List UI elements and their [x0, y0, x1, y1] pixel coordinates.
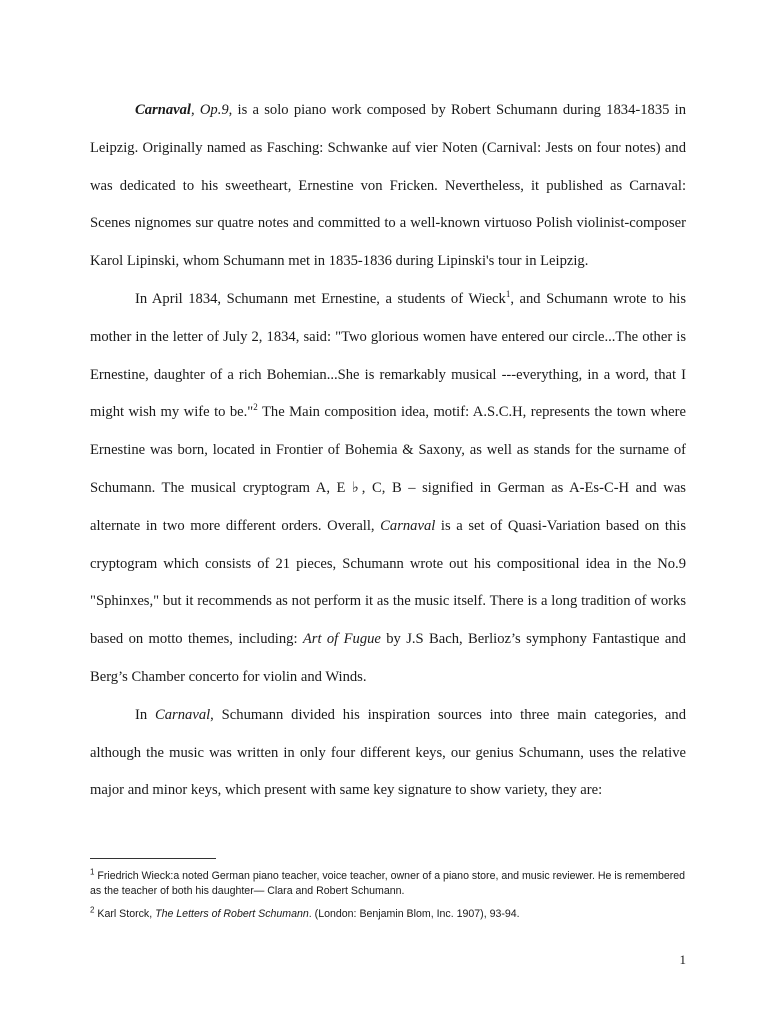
text-run: Art of Fugue [302, 631, 381, 648]
text-run: Friedrich Wieck:a noted German piano teacher, voice teacher, owner of a piano store, and music reviewer. He is remembered as the teacher of both his daughter— Clara and Robert Schumann. [90, 870, 686, 897]
text-run: The Main composition idea, motif: A.S.C.H, represents the town where Ernestine was born, located in Frontier of Bohemia & Saxony, as well as stands for the surname of Schumann. The musical cryptogram A, E ♭, C, B – signified in German as A-Es-C-H and was alternate in two more different orders. Overall, [90, 404, 686, 534]
footnote-marker: 2 [90, 905, 95, 915]
text-run: In [135, 706, 156, 723]
text-run: Carnaval [135, 102, 191, 118]
text-run: Op.9 [199, 102, 229, 118]
text-run: Carnaval [380, 517, 436, 534]
footnote-marker: 2 [253, 402, 258, 413]
text-run: , Schumann divided his inspiration sources into three main categories, and although the music was written in only four different keys, our genius Schumann, uses the relative major and minor keys, which present with same key signature to show variety, they are: [90, 706, 686, 799]
text-run: , [190, 102, 200, 118]
paragraph [90, 697, 686, 810]
footnote-separator [90, 858, 216, 859]
text-run: The Letters of Robert Schumann [155, 908, 309, 920]
footnotes [90, 869, 686, 930]
page-number: 1 [679, 952, 686, 967]
text-run: In April 1834, Schumann met Ernestine, a students of Wieck [135, 290, 506, 307]
text-run: Karl Storck, [94, 908, 156, 920]
text-run: , is a solo piano work composed by Robert Schumann during 1834-1835 in Leipzig. Originally named as Fasching: Schwanke auf vier Noten (Carnival: Jests on four notes) and was dedicated to his sweetheart, Ernestine von Fricken. Nevertheless, it published as Carnaval: Scenes nignomes sur quatre notes and committed to a well-known virtuoso Polish violinist-composer Karol Lipinski, whom Schumann met in 1835-1836 during Lipinski's tour in Leipzig. [90, 102, 687, 270]
text-run: . (London: Benjamin Blom, Inc. 1907), 93-94. [308, 908, 520, 920]
body-text [90, 92, 686, 810]
paragraph [90, 92, 686, 281]
paragraph [90, 281, 686, 697]
footnote-marker: 1 [505, 289, 511, 300]
footnote [90, 869, 686, 899]
footnote-marker: 1 [90, 867, 95, 877]
text-run: , and Schumann wrote to his mother in the letter of July 2, 1834, said: "Two glorious women have entered our circle...The other is Ernestine, daughter of a rich Bohemian...She is remarkably musical ---everything, in a word, that I might wish my wife to be." [90, 290, 686, 421]
footnote [90, 907, 686, 922]
text-run: Carnaval [155, 706, 211, 723]
text-run: is a set of Quasi-Variation based on this cryptogram which consists of 21 pieces, Schumann wrote out his compositional idea in the No.9 "Sphinxes," but it recommends as not perform it as the music itself. There is a long tradition of works based on motto themes, including: [90, 517, 687, 648]
text-run: by J.S Bach, Berlioz’s symphony Fantastique and Berg’s Chamber concerto for violin and Winds. [90, 631, 686, 685]
